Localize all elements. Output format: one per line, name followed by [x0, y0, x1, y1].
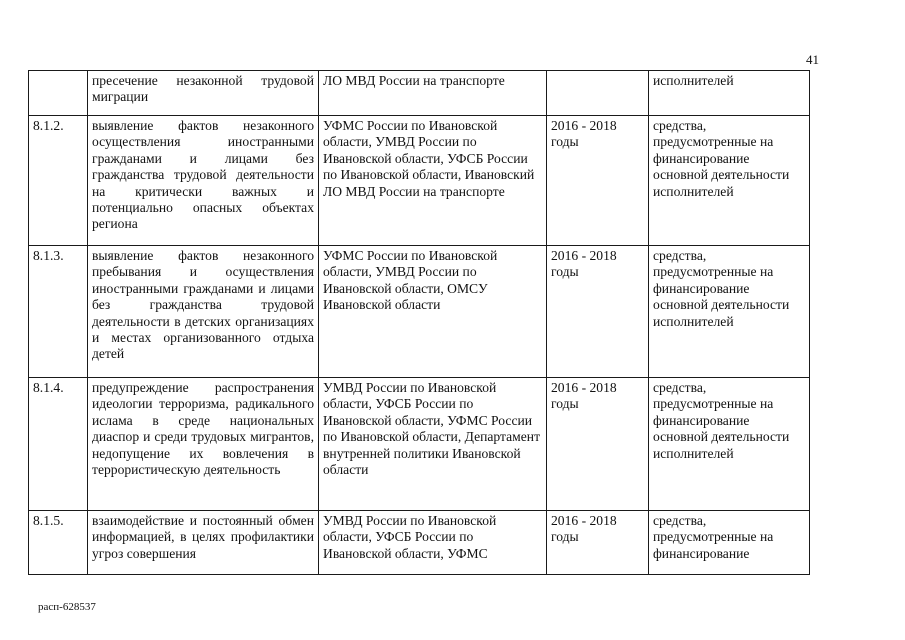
funding-cell — [649, 71, 810, 116]
term-cell — [547, 71, 649, 116]
document-code: расп-628537 — [38, 601, 96, 613]
executors-text: УФМС России по Ивановской области, УМВД России по Ивановской области, ОМСУ Ивановской области — [323, 248, 498, 313]
funding-text: средства, предусмотренные на финансирование основной деятельности исполнителей — [653, 248, 790, 329]
executors-text: УМВД России по Ивановской области, УФСБ России по Ивановской области, УФМС России по Ивановской области, Департамент внутренней политики Ивановской области — [323, 380, 541, 478]
row-number-cell — [29, 116, 88, 246]
row-number: 8.1.3. — [33, 248, 64, 263]
executors-text: УМВД России по Ивановской области, УФСБ России по Ивановской области, УФМС — [323, 513, 497, 561]
row-number-cell — [29, 246, 88, 378]
row-number-cell — [29, 378, 88, 511]
funding-text: исполнителей — [653, 73, 734, 88]
executors-cell — [319, 71, 547, 116]
table-row — [29, 378, 810, 511]
term-cell — [547, 511, 649, 575]
executors-text: ЛО МВД России на транспорте — [323, 73, 505, 88]
executors-cell — [319, 511, 547, 575]
table-row — [29, 511, 810, 575]
funding-cell — [649, 511, 810, 575]
action-text: предупреждение распространения идеологии терроризма, радикального ислама в среде национальных диаспор и среди трудовых мигрантов, недопущение их вовлечения в террористическую деятельность — [92, 380, 314, 478]
action-cell — [88, 378, 319, 511]
term-cell — [547, 378, 649, 511]
action-cell — [88, 246, 319, 378]
term-cell — [547, 116, 649, 246]
funding-cell — [649, 246, 810, 378]
action-text: выявление фактов незаконного пребывания и осуществления иностранными гражданами и лицами без гражданства трудовой деятельности в детских организациях и местах организованного отдыха детей — [92, 248, 314, 362]
term-text: 2016 - 2018 годы — [551, 118, 617, 150]
row-number-cell — [29, 71, 88, 116]
action-text: выявление фактов незаконного осуществления иностранными гражданами и лицами без гражданства трудовой деятельности на критически важных и потенциально опасных объектах региона — [92, 118, 314, 232]
funding-cell — [649, 116, 810, 246]
table-row — [29, 246, 810, 378]
executors-cell — [319, 116, 547, 246]
action-cell — [88, 71, 319, 116]
plan-table — [28, 70, 810, 575]
funding-text: средства, предусмотренные на финансирование основной деятельности исполнителей — [653, 380, 790, 461]
row-number: 8.1.5. — [33, 513, 64, 528]
funding-text: средства, предусмотренные на финансирование основной деятельности исполнителей — [653, 118, 790, 199]
term-text: 2016 - 2018 годы — [551, 513, 617, 545]
funding-cell — [649, 378, 810, 511]
term-cell — [547, 246, 649, 378]
term-text: 2016 - 2018 годы — [551, 380, 617, 412]
action-text: взаимодействие и постоянный обмен информацией, в целях профилактики угроз совершения — [92, 513, 314, 561]
executors-text: УФМС России по Ивановской области, УМВД России по Ивановской области, УФСБ России по Ивановской области, Ивановский ЛО МВД России на транспорте — [323, 118, 535, 199]
executors-cell — [319, 378, 547, 511]
term-text: 2016 - 2018 годы — [551, 248, 617, 280]
row-number-cell — [29, 511, 88, 575]
page-number: 41 — [806, 52, 819, 67]
row-number: 8.1.4. — [33, 380, 64, 395]
action-cell — [88, 511, 319, 575]
funding-text: средства, предусмотренные на финансирование — [653, 513, 774, 561]
table-row — [29, 71, 810, 116]
row-number: 8.1.2. — [33, 118, 64, 133]
action-text: пресечение незаконной трудовой миграции — [92, 73, 314, 105]
table-row — [29, 116, 810, 246]
executors-cell — [319, 246, 547, 378]
action-cell — [88, 116, 319, 246]
